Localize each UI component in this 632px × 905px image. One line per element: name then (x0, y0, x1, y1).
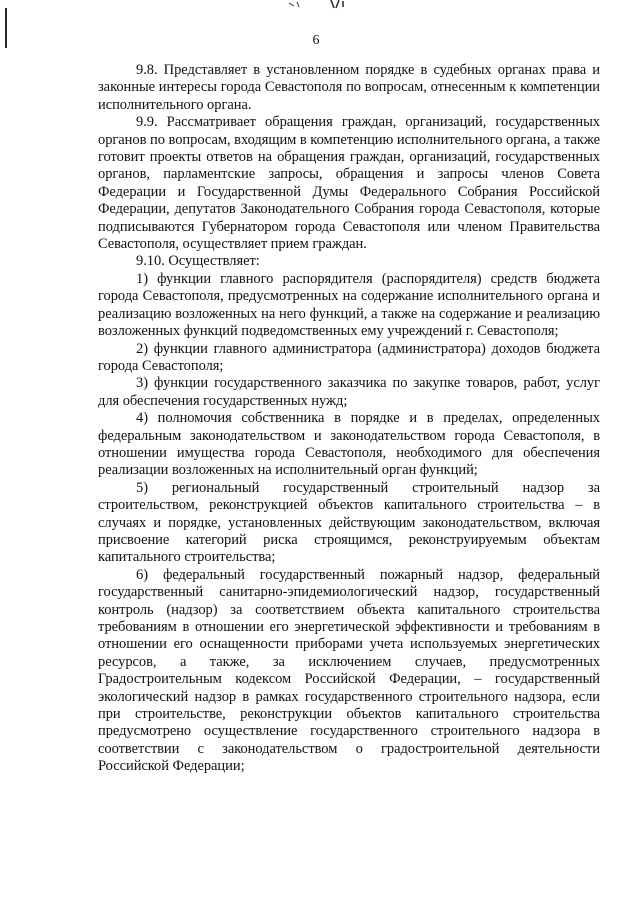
paragraph-9-9: 9.9. Рассматривает обращения граждан, организаций, государственных органов по вопросам, входящим в компетенцию исполнительного органа, а также готовит проекты ответов на обращения граждан, организаций, государственных органов, парламентские запросы, обращения и запросы членов Совета Федерации и Государственной Думы Федерального Собрания Российской Федерации, депутатов Законодательного Собрания города Севастополя, которые подписываются Губернатором города Севастополя или членом Правительства Севастополя, осуществляет прием граждан. (98, 114, 600, 253)
page-number: 6 (312, 33, 320, 48)
paragraph-9-8: 9.8. Представляет в установленном порядке в судебных органах права и законные интересы города Севастополя по вопросам, отнесенным к компетенции исполнительного органа. (98, 62, 600, 113)
paragraph-9-10: 9.10. Осуществляет: (136, 253, 260, 270)
list-item-4: 4) полномочия собственника в порядке и в пределах, определенных федеральным законодательством и законодательством города Севастополя, в отношении имущества города Севастополя, необходимого для обеспечения реализации возложенных на исполнительный орган функций; (98, 410, 600, 479)
scan-artifact-marks (287, 0, 357, 10)
list-item-2: 2) функции главного администратора (администратора) доходов бюджета города Севастополя; (98, 340, 600, 374)
list-item-3: 3) функции государственного заказчика по закупке товаров, работ, услуг для обеспечения государственных нужд; (98, 375, 600, 409)
document-body (98, 62, 600, 776)
list-item-6: 6) федеральный государственный пожарный надзор, федеральный государственный санитарно-эпидемиологический надзор, государственный контроль (надзор) за соответствием объекта капитального строительства требованиям в отношении его энергетической эффективности и требованиям в отношении его оснащенности приборами учета используемых энергетических ресурсов, а также, за исключением случаев, предусмотренных Градостроительным кодексом Российской Федерации, – государственный экологический надзор в рамках государственного строительного надзора, если при строительстве, реконструкции объектов капитального строительства предусмотрено осуществление государственного строительного надзора в соответствии с законодательством о градостроительной деятельности Российской Федерации; (98, 566, 600, 775)
list-item-1: 1) функции главного распорядителя (распорядителя) средств бюджета города Севастополя, предусмотренных на содержание исполнительного органа и реализацию возложенных на него функций, а также на содержание и реализацию возложенных функций подведомственных ему учреждений г. Севастополя; (98, 270, 600, 340)
list-item-5: 5) региональный государственный строительный надзор за строительством, реконструкцией объектов капитального строительства – в случаях и порядке, установленных действующим законодательством, включая присвоение категорий риска строящимся, реконструируемым объектам капитального строительства; (98, 479, 600, 566)
